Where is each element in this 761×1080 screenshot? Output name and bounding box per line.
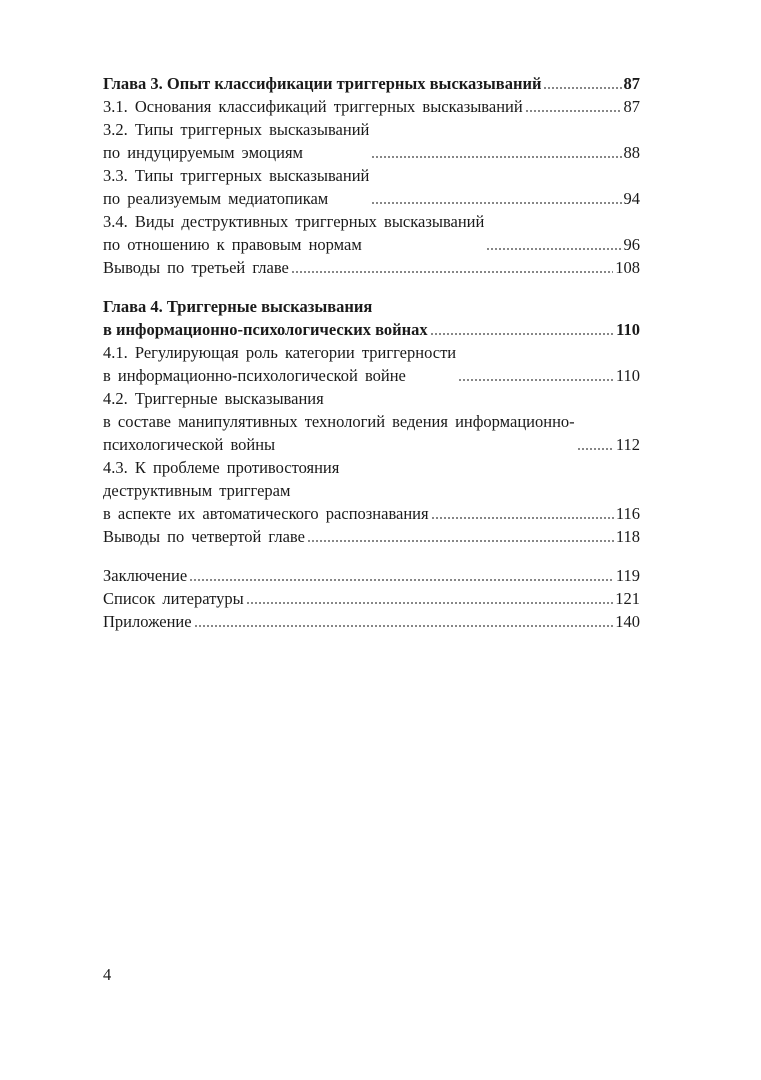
toc-entry-title	[103, 341, 456, 387]
toc-entry-title	[103, 387, 575, 456]
dot-leader	[291, 260, 613, 274]
dot-leader	[189, 568, 614, 582]
toc-entry-page: 96	[623, 235, 640, 254]
toc-entry-line: деструктивным триггерам	[103, 481, 291, 500]
dot-leader	[525, 99, 622, 113]
toc-entry-page: 116	[615, 504, 640, 523]
toc-entry-title	[103, 525, 305, 548]
toc-entry-title	[103, 295, 428, 341]
toc-entry-page: 88	[623, 143, 640, 162]
toc-entry-page: 87	[623, 97, 640, 116]
toc-entry-title	[103, 164, 369, 210]
toc-entry-page: 87	[623, 74, 640, 93]
toc-entry-title: Список литературы	[103, 589, 244, 608]
toc-entry-3-3[interactable]	[103, 164, 640, 210]
toc-entry-appendix[interactable]	[103, 610, 640, 633]
toc-entry-page: 118	[615, 527, 640, 546]
toc-entry-line: 4.3. К проблеме противостояния	[103, 458, 340, 477]
toc-entry-line: в информационно-психологической войне	[103, 366, 406, 385]
toc-entry-line: 4.1. Регулирующая роль категории триггерности	[103, 343, 457, 362]
table-of-contents	[103, 72, 640, 643]
toc-entry-page: 110	[616, 320, 640, 339]
toc-entry-title	[103, 210, 484, 256]
toc-entry-line: Выводы по четвертой главе	[103, 527, 305, 546]
toc-entry-line: Глава 4. Триггерные высказывания	[103, 297, 373, 316]
toc-entry-page: 121	[615, 589, 640, 608]
toc-entry-3-2[interactable]	[103, 118, 640, 164]
toc-entry-title	[103, 118, 369, 164]
toc-entry-line: в информационно-психологических войнах	[103, 320, 428, 339]
dot-leader	[307, 529, 614, 543]
toc-entry-line: 4.2. Триггерные высказывания	[103, 389, 324, 408]
toc-entry-line: по отношению к правовым нормам	[103, 235, 362, 254]
dot-leader	[458, 368, 614, 382]
toc-entry-page: 119	[615, 566, 640, 585]
toc-entry-page: 108	[615, 258, 640, 277]
toc-entry-page: 110	[615, 366, 640, 385]
toc-entry-line: по индуцируемым эмоциям	[103, 143, 303, 162]
toc-entry-line: психологической войны	[103, 435, 276, 454]
toc-entry-4-1[interactable]	[103, 341, 640, 387]
toc-entry-page: 112	[615, 435, 640, 454]
toc-entry-4-3[interactable]	[103, 456, 640, 525]
toc-entry-title	[103, 456, 429, 525]
toc-entry-3-1[interactable]	[103, 95, 640, 118]
toc-entry-chapter-4-heading[interactable]	[103, 295, 640, 341]
toc-entry-chapter-3-heading[interactable]	[103, 72, 640, 95]
toc-entry-title	[103, 95, 523, 118]
toc-entry-title	[103, 256, 289, 279]
toc-entry-line: 3.2. Типы триггерных высказываний	[103, 120, 370, 139]
dot-leader	[371, 145, 621, 159]
toc-entry-conclusion[interactable]	[103, 564, 640, 587]
dot-leader	[194, 614, 614, 628]
toc-entry-line: Выводы по третьей главе	[103, 258, 289, 277]
toc-entry-line: в составе манипулятивных технологий ведения информационно-	[103, 412, 575, 431]
toc-entry-page: 140	[615, 612, 640, 631]
dot-leader	[543, 76, 621, 90]
toc-entry-line: 3.1. Основания классификаций триггерных высказываний	[103, 97, 523, 116]
toc-entry-3-4[interactable]	[103, 210, 640, 256]
toc-entry-line: по реализуемым медиатопикам	[103, 189, 329, 208]
toc-entry-title: Приложение	[103, 612, 192, 631]
toc-entry-line: 3.4. Виды деструктивных триггерных высказываний	[103, 212, 485, 231]
chapter-3	[103, 72, 640, 279]
dot-leader	[431, 506, 614, 520]
toc-entry-references[interactable]	[103, 587, 640, 610]
toc-entry-page: 94	[623, 189, 640, 208]
dot-leader	[486, 237, 621, 251]
toc-entry-chapter-4-conclusions[interactable]	[103, 525, 640, 548]
toc-entry-line: 3.3. Типы триггерных высказываний	[103, 166, 370, 185]
toc-entry-title: Заключение	[103, 566, 188, 585]
toc-entry-4-2[interactable]	[103, 387, 640, 456]
back-matter	[103, 564, 640, 633]
chapter-4	[103, 295, 640, 548]
toc-entry-chapter-3-conclusions[interactable]	[103, 256, 640, 279]
dot-leader	[246, 591, 614, 605]
toc-entry-title: Глава 3. Опыт классификации триггерных высказываний	[103, 74, 542, 93]
dot-leader	[371, 191, 621, 205]
dot-leader	[430, 322, 615, 336]
toc-entry-line: в аспекте их автоматического распознавания	[103, 504, 429, 523]
dot-leader	[577, 437, 614, 451]
page-number: 4	[103, 965, 112, 984]
